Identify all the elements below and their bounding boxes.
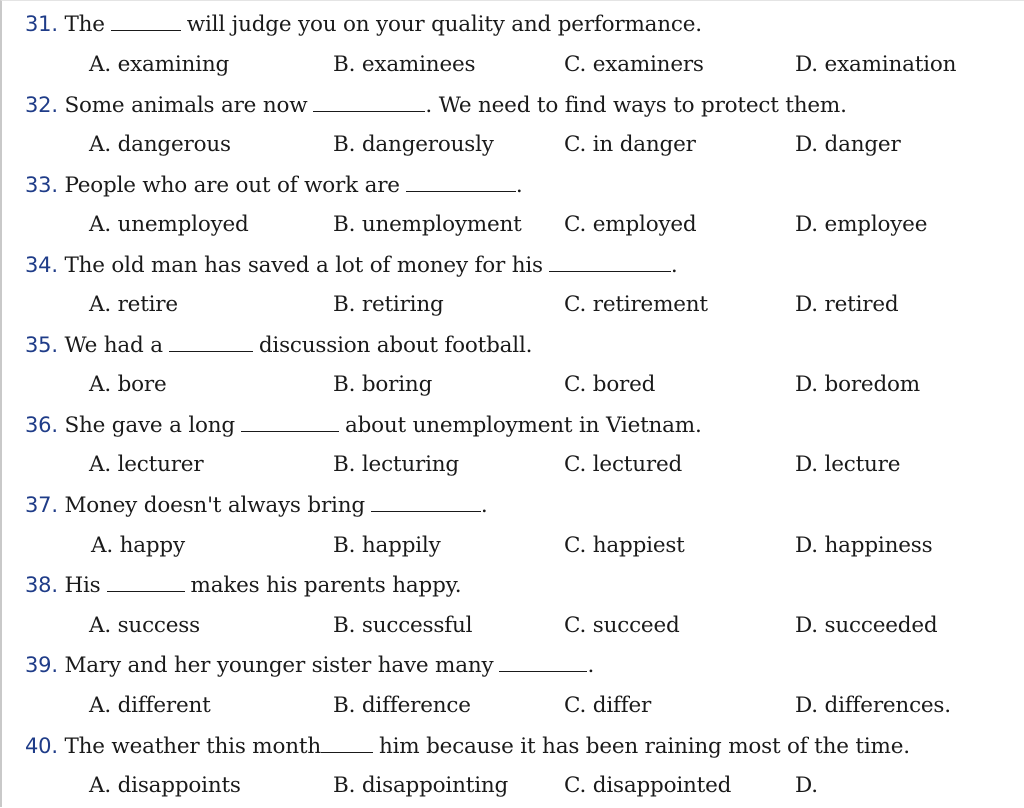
option-c: C. bored <box>564 372 656 397</box>
question-text-before: The old man has saved a lot of money for his <box>64 253 543 278</box>
option-c: C. lectured <box>564 452 683 477</box>
answer-blank <box>107 569 185 592</box>
option-c: C. succeed <box>564 613 680 638</box>
question-text-before: We had a <box>64 333 163 358</box>
option-d: D. <box>795 773 818 798</box>
question-text-after: . <box>515 173 523 198</box>
option-a: A. unemployed <box>89 212 249 237</box>
question-36 <box>25 407 702 443</box>
option-d: D. examination <box>795 52 957 77</box>
option-b: B. boring <box>333 372 433 397</box>
option-d: D. happiness <box>795 533 933 558</box>
option-c: C. disappointed <box>564 773 732 798</box>
question-39 <box>25 647 594 683</box>
question-37 <box>25 487 488 523</box>
answer-blank <box>111 8 181 31</box>
question-38 <box>25 567 461 603</box>
option-a: A. retire <box>89 292 178 317</box>
option-c: C. employed <box>564 212 697 237</box>
answer-blank <box>313 89 425 112</box>
option-d: D. danger <box>795 132 901 157</box>
question-number: 38. <box>25 573 58 597</box>
question-number: 36. <box>25 413 58 437</box>
question-number: 40. <box>25 734 58 758</box>
question-31 <box>25 6 702 42</box>
question-32 <box>25 87 847 123</box>
question-text-after: makes his parents happy. <box>190 573 462 598</box>
option-a: A. happy <box>91 533 185 558</box>
question-number: 33. <box>25 173 58 197</box>
question-number: 34. <box>25 253 58 277</box>
option-b: B. retiring <box>333 292 444 317</box>
question-number: 32. <box>25 93 58 117</box>
question-35 <box>25 327 532 363</box>
option-d: D. employee <box>795 212 928 237</box>
question-number: 39. <box>25 653 58 677</box>
question-text-after: . We need to find ways to protect them. <box>425 93 847 118</box>
question-text-before: The <box>64 12 105 37</box>
question-text-after: . <box>480 493 488 518</box>
option-a: A. examining <box>89 52 230 77</box>
question-number: 35. <box>25 333 58 357</box>
question-text-before: She gave a long <box>64 413 235 438</box>
option-d: D. retired <box>795 292 899 317</box>
option-b: B. difference <box>333 693 471 718</box>
question-text-before: Money doesn't always bring <box>64 493 365 518</box>
answer-blank <box>406 169 516 192</box>
answer-blank <box>241 409 339 432</box>
question-34 <box>25 247 678 283</box>
option-c: C. in danger <box>564 132 696 157</box>
question-40 <box>25 728 910 764</box>
question-text-after: discussion about football. <box>258 333 533 358</box>
question-33 <box>25 167 522 203</box>
option-c: C. examiners <box>564 52 704 77</box>
option-a: A. disappoints <box>89 773 241 798</box>
option-a: A. dangerous <box>89 132 231 157</box>
option-b: B. lecturing <box>333 452 459 477</box>
question-text-after: about unemployment in Vietnam. <box>344 413 702 438</box>
option-b: B. examinees <box>333 52 476 77</box>
option-a: A. different <box>89 693 211 718</box>
question-text-after: . <box>587 653 595 678</box>
answer-blank <box>499 649 587 672</box>
option-a: A. lecturer <box>89 452 204 477</box>
option-c: C. happiest <box>564 533 685 558</box>
question-text-after: him because it has been raining most of the time. <box>378 734 910 759</box>
option-d: D. lecture <box>795 452 901 477</box>
option-b: B. happily <box>333 533 441 558</box>
question-text-before: Some animals are now <box>64 93 308 118</box>
answer-blank <box>321 730 373 753</box>
option-b: B. unemployment <box>333 212 522 237</box>
question-number: 31. <box>25 12 58 36</box>
option-b: B. dangerously <box>333 132 494 157</box>
question-text-after: will judge you on your quality and performance. <box>186 12 702 37</box>
answer-blank <box>169 329 253 352</box>
question-text-before: People who are out of work are <box>64 173 400 198</box>
option-d: D. succeeded <box>795 613 938 638</box>
question-number: 37. <box>25 493 58 517</box>
option-d: D. differences. <box>795 693 951 718</box>
question-text-before: His <box>64 573 101 598</box>
question-text-after: . <box>670 253 678 278</box>
answer-blank <box>549 249 671 272</box>
option-a: A. bore <box>89 372 167 397</box>
option-d: D. boredom <box>795 372 920 397</box>
question-text-before: The weather this month <box>64 734 321 759</box>
option-b: B. successful <box>333 613 473 638</box>
option-c: C. differ <box>564 693 652 718</box>
answer-blank <box>371 489 481 512</box>
question-text-before: Mary and her younger sister have many <box>64 653 494 678</box>
option-b: B. disappointing <box>333 773 509 798</box>
option-c: C. retirement <box>564 292 708 317</box>
option-a: A. success <box>89 613 200 638</box>
